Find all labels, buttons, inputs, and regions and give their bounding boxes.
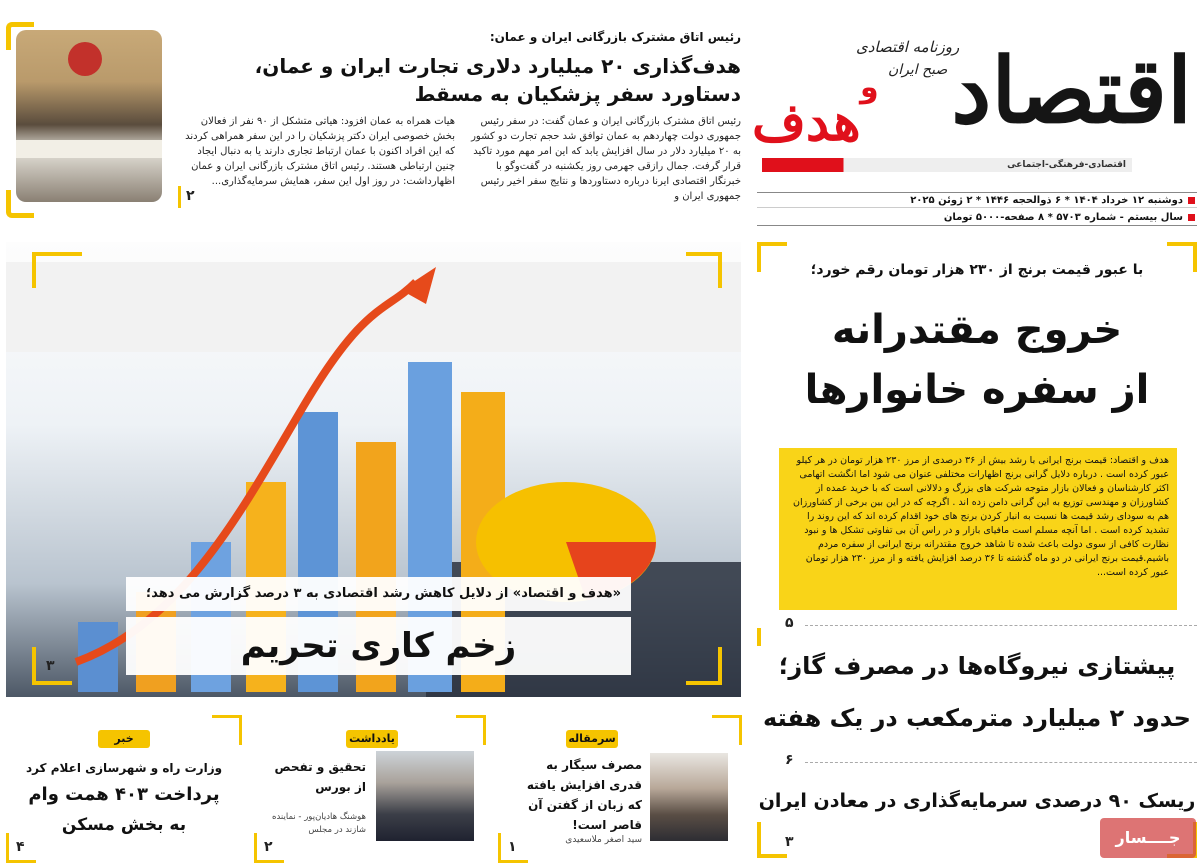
date-text: دوشنبه ۱۲ خرداد ۱۴۰۴ * ۶ ذوالحجه ۱۴۴۶ * ۲ ژوئن ۲۰۲۵ bbox=[910, 195, 1183, 206]
note-author: هوشنگ هادیان‌پور - نماینده شازند در مجلس bbox=[272, 812, 366, 835]
logo-va: و bbox=[860, 70, 879, 105]
sanctions-headline-box bbox=[126, 617, 631, 675]
watermark-text: جــــسار bbox=[1115, 828, 1181, 847]
issue-text: سال بیستم - شماره ۵۷۰۳ * ۸ صفحه-۵۰۰۰ تومان bbox=[943, 212, 1183, 223]
news-tag: خبر bbox=[98, 730, 150, 748]
gas-line1: پیشتازی نیروگاه‌ها در مصرف گاز؛ bbox=[778, 652, 1176, 680]
sanctions-story[interactable] bbox=[6, 242, 741, 697]
flag-icon bbox=[68, 42, 102, 76]
editorial-corner-tr bbox=[712, 715, 742, 745]
note-page-number: ۲ bbox=[264, 839, 273, 855]
top-story-kicker: رئیس اتاق مشترک بازرگانی ایران و عمان: bbox=[489, 30, 741, 44]
tagline: اقتصادی-فرهنگی-اجتماعی bbox=[1007, 160, 1126, 170]
watermark bbox=[1100, 818, 1196, 858]
editorial-page-number: ۱ bbox=[508, 839, 517, 855]
news-card[interactable] bbox=[6, 715, 242, 863]
monitor-shape bbox=[6, 262, 741, 352]
gas-line2: حدود ۲ میلیارد مترمکعب در یک هفته bbox=[763, 704, 1191, 732]
note-headline: تحقیق و تفحص از بورس bbox=[274, 760, 366, 794]
sanctions-page-number: ۳ bbox=[46, 658, 55, 674]
gas-story[interactable] bbox=[757, 640, 1197, 768]
note-tag: یادداشت bbox=[346, 730, 398, 748]
editorial-author-photo bbox=[650, 753, 728, 841]
sanctions-headline: زخم کاری تحریم bbox=[240, 626, 517, 666]
lead-headline-line1: خروج مقتدرانه bbox=[831, 307, 1123, 353]
subtitle-sobh-iran: صبح ایران bbox=[888, 62, 948, 78]
lead-body-box bbox=[779, 448, 1177, 610]
news-line2: پرداخت ۴۰۳ همت وام bbox=[28, 784, 220, 805]
top-story-col-left: هیات همراه به عمان افزود: هیاتی متشکل از ۹۰ نفر از فعالان بخش خصوصی ایران دکتر پزشکیان را در این سفر همراهی کردند که این افراد اکنون با عمان ارتباط تجاری دارند یا به دنبال ایجاد چنین ارتباطی هستند. رئیس اتاق مشترک بازرگانی ایران و عمان اظهارداشت: در روز اول این سفر، همایش سرمایه‌گذاری... bbox=[185, 116, 455, 187]
issue-marker-icon bbox=[1188, 214, 1195, 221]
note-card[interactable] bbox=[254, 715, 486, 863]
lead-divider bbox=[805, 625, 1197, 626]
top-story-headline: هدف‌گذاری ۲۰ میلیارد دلاری تجارت ایران و عمان، دستاورد سفر پزشکیان به مسقط bbox=[254, 54, 741, 106]
date-marker-icon bbox=[1188, 197, 1195, 204]
meeting-photo bbox=[16, 30, 162, 202]
lead-story[interactable] bbox=[757, 240, 1197, 631]
yellow-corner-mining-bl bbox=[757, 822, 787, 858]
top-story-page-number: ۲ bbox=[186, 188, 195, 204]
mining-headline: ریسک ۹۰ درصدی سرمایه‌گذاری در معادن ایران bbox=[758, 790, 1196, 812]
yellow-corner-gas-bl bbox=[757, 628, 787, 646]
news-line3: به بخش مسکن bbox=[61, 815, 187, 835]
editorial-headline: مصرف سیگار به قدری افزایش یافته که زبان از گفتن آن قاصر است! bbox=[526, 758, 642, 832]
table-shape bbox=[16, 140, 162, 158]
page-number-bracket bbox=[178, 186, 200, 208]
note-author-photo bbox=[376, 751, 474, 841]
note-corner-tr bbox=[456, 715, 486, 745]
editorial-author: سید اصغر ملاسعیدی bbox=[565, 835, 642, 845]
tagline-bar bbox=[762, 158, 1132, 172]
lead-kicker: با عبور قیمت برنج از ۲۳۰ هزار تومان رقم خورد؛ bbox=[810, 262, 1144, 278]
yellow-corner-chart-br bbox=[686, 647, 722, 685]
lead-page-number: ۵ bbox=[785, 615, 794, 631]
gas-divider bbox=[805, 762, 1197, 763]
news-page-number: ۴ bbox=[16, 839, 25, 855]
top-story[interactable] bbox=[6, 22, 741, 222]
logo-main: اقتصاد bbox=[951, 38, 1192, 144]
yellow-corner-chart-tr bbox=[686, 252, 722, 288]
lead-body: هدف و اقتصاد: قیمت برنج ایرانی با رشد بیش از ۳۶ درصدی از مرز ۲۳۰ هزار تومان در هر کیلو عبور کرده است . درباره دلایل گرانی برنج اظهارات مختلفی عنوان می شود اما انگشت اتهامی اکثر کارشناسان و فعالان بازار متوجه شرکت های بزرگ و دلالانی است که با خرید عمده از کشاورزان و مهندسی توزیع به این گرانی دامن زده اند . اگرچه که در این بین برخی از کشاورزان هم به سودای رشد قیمت ها نسبت به انبار کردن برنج های خود اقدام کرده اند که این روند را تشدید کرده است . اما آنچه مسلم است مافیای بازار و در راس آن بی تفاوتی تشکل ها و نبود نظارت کافی از سوی دولت باعث شده تا شاهد خروج مقتدرانه برنج ایرانی از سفره مردم باشیم.قیمت برنج ایرانی در دو ماه گذشته تا ۳۶ درصد افزایش یافته و از مرز ۲۳۰ هزار تومان عبور کرده است... bbox=[793, 455, 1169, 578]
issue-line bbox=[757, 210, 1197, 226]
gas-page-number: ۶ bbox=[785, 752, 794, 768]
top-story-col-right: رئیس اتاق مشترک بازرگانی ایران و عمان گفت: در سفر رئیس جمهوری دولت چهاردهم به عمان توافق شد حجم تجارت دو کشور به ۲۰ میلیارد دلار در سال افزایش یابد که این امر مهم مورد تاکید قرار گرفت. جمال رازقی جهرمی روز یکشنبه در گفت‌وگو با خبرنگار اقتصادی ایرنا درباره دستاوردها و نتایج سفر اخیر رئیس جمهوری ایران و bbox=[471, 116, 741, 202]
sanctions-kicker-box bbox=[126, 577, 631, 611]
editorial-card[interactable] bbox=[498, 715, 742, 863]
logo-hadaf: هدف bbox=[752, 92, 861, 153]
mining-page-number: ۳ bbox=[785, 834, 794, 850]
yellow-corner-chart-tl bbox=[32, 252, 82, 288]
sanctions-kicker: «هدف و اقتصاد» از دلایل کاهش رشد اقتصادی به ۳ درصد گزارش می دهد؛ bbox=[146, 586, 621, 601]
date-line bbox=[757, 192, 1197, 208]
news-corner-tr bbox=[212, 715, 242, 745]
news-line1: وزارت راه و شهرسازی اعلام کرد bbox=[25, 761, 223, 775]
lead-headline-line2: از سفره خانوارها bbox=[804, 367, 1150, 413]
subtitle-daily: روزنامه اقتصادی bbox=[856, 38, 960, 56]
masthead bbox=[752, 10, 1192, 188]
editorial-tag: سرمقاله bbox=[566, 730, 618, 748]
